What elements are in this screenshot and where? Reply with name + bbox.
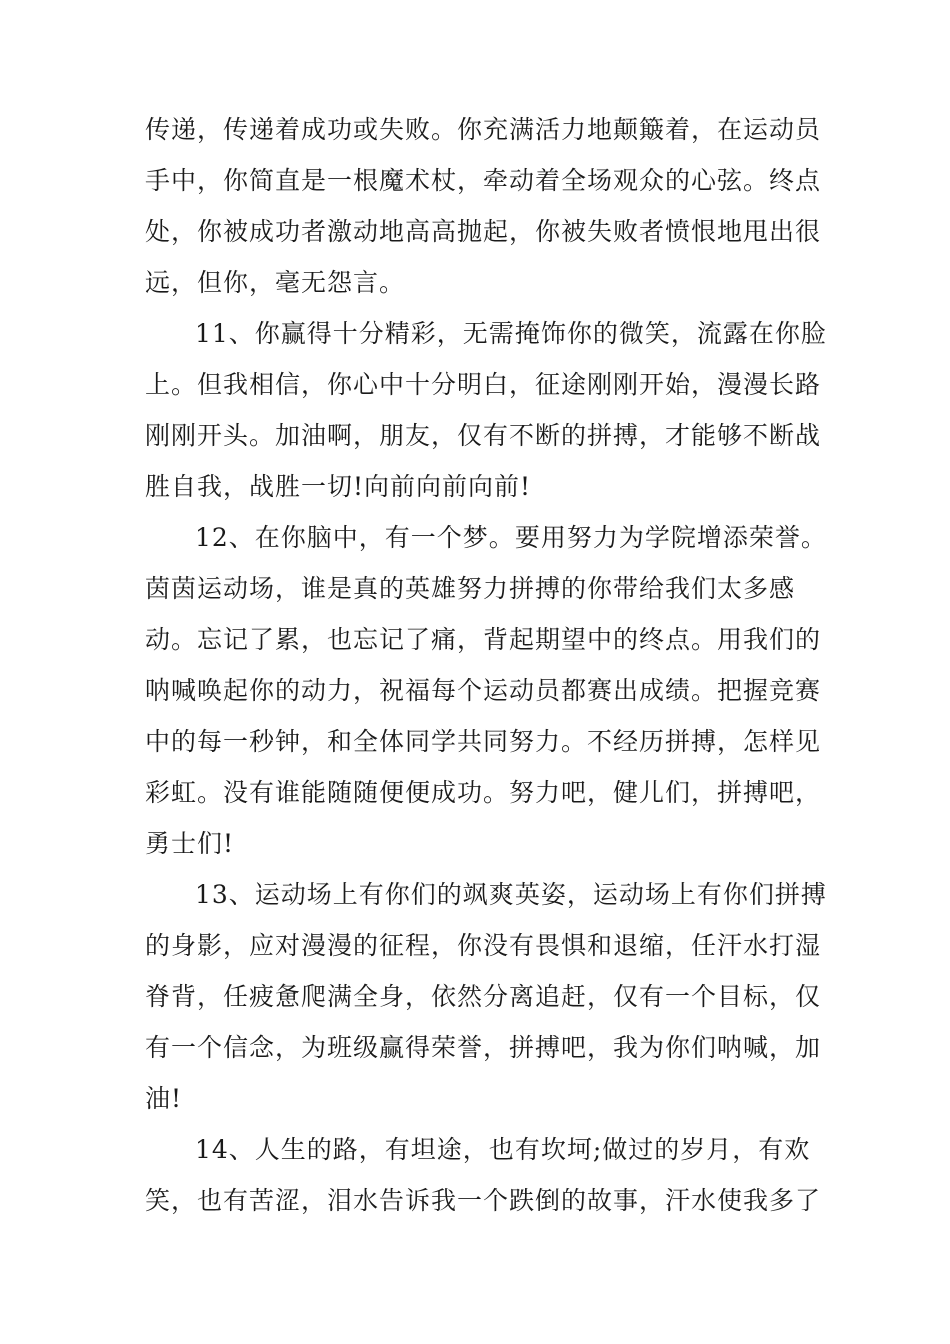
text-line: 传递，传递着成功或失败。你充满活力地颠簸着，在运动员 [145,115,822,144]
text-line: 中的每一秒钟，和全体同学共同努力。不经历拼搏，怎样见 [145,727,822,756]
text-line: 有一个信念，为班级赢得荣誉，拼搏吧，我为你们呐喊，加 [145,1033,822,1062]
text-line: 的身影，应对漫漫的征程，你没有畏惧和退缩，任汗水打湿 [145,931,822,960]
text-line: 远，但你，毫无怨言。 [145,268,406,297]
text-line: 手中，你简直是一根魔术杖，牵动着全场观众的心弦。终点 [145,166,822,195]
text-line: 处，你被成功者激动地高高抛起，你被失败者愤恨地甩出很 [145,217,822,246]
paragraph-13-start: 13、运动场上有你们的飒爽英姿，运动场上有你们拼搏 [195,880,827,909]
text-line: 彩虹。没有谁能随随便便成功。努力吧，健儿们，拼搏吧， [145,778,822,807]
text-line: 茵茵运动场，谁是真的英雄努力拼搏的你带给我们太多感 [145,574,796,603]
text-line: 胜自我，战胜一切!向前向前向前! [145,472,532,501]
text-line: 动。忘记了累，也忘记了痛，背起期望中的终点。用我们的 [145,625,822,654]
text-line: 勇士们! [145,829,235,858]
paragraph-14-start: 14、人生的路，有坦途，也有坎坷;做过的岁月，有欢 [195,1135,811,1164]
text-line: 刚刚开头。加油啊，朋友，仅有不断的拼搏，才能够不断战 [145,421,822,450]
text-line: 油! [145,1084,183,1113]
paragraph-12-start: 12、在你脑中，有一个梦。要用努力为学院增添荣誉。 [195,523,827,552]
paragraph-11-start: 11、你赢得十分精彩，无需掩饰你的微笑，流露在你脸 [195,319,827,348]
text-line: 呐喊唤起你的动力，祝福每个运动员都赛出成绩。把握竞赛 [145,676,822,705]
text-line: 上。但我相信，你心中十分明白，征途刚刚开始，漫漫长路 [145,370,822,399]
text-line: 脊背，任疲惫爬满全身，依然分离追赶，仅有一个目标，仅 [145,982,822,1011]
text-line: 笑，也有苦涩，泪水告诉我一个跌倒的故事，汗水使我多了 [145,1186,822,1215]
